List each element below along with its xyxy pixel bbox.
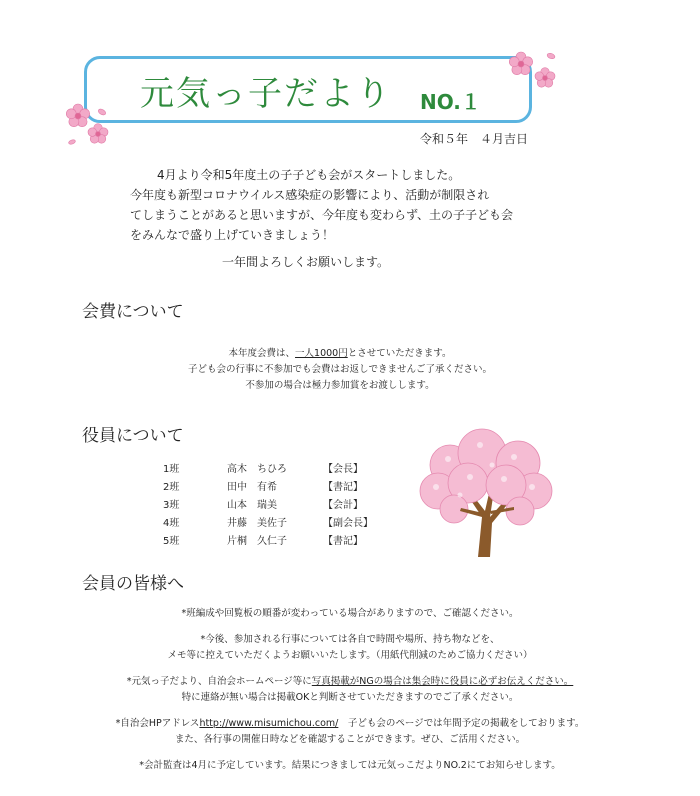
note-1: *班編成や回覧板の順番が変わっている場合がありますので、ご確認ください。 [181, 608, 519, 619]
table-row [163, 494, 373, 512]
table-row [163, 512, 373, 530]
note-3-underlined: 写真掲載がNGの場合は集会時に役員に必ずお伝えください。 [311, 676, 574, 687]
issue-number: NO.１ [420, 90, 481, 114]
note-4-line-2: また、各行事の開催日時などを確認することができます。ぜひ、ご活用ください。 [174, 734, 526, 745]
officer-group: 3班 [163, 499, 180, 511]
fee-amount: 一人1000円 [295, 348, 348, 359]
table-row [163, 476, 373, 494]
fees-line-2: 子ども会の行事に不参加でも会費はお返しできませんご了承ください。 [187, 364, 492, 375]
officer-role: 【会長】 [323, 463, 363, 475]
note-4-post: 子ども会のページでは年間予定の掲載をしております。 [338, 718, 585, 729]
officers-heading: 役員について [82, 426, 184, 446]
note-3-line-2: 特に連絡が無い場合は掲載OKと判断させていただきますのでご了承ください。 [181, 692, 519, 703]
table-row [163, 458, 373, 476]
website-link[interactable]: http://www.misumichou.com/ [199, 718, 339, 729]
cherry-blossom-left-icon [62, 98, 118, 154]
issue-date: 令和５年 ４月吉日 [420, 132, 529, 146]
note-4-line-1 [90, 716, 610, 732]
intro-line-4: をみんなで盛り上げていきましょう！ [130, 228, 335, 242]
officer-name: 井藤 美佐子 [227, 517, 287, 529]
cherry-blossom-right-icon [505, 48, 565, 96]
note-2-line-2: メモ等に控えていただくようお願いいたします。（用紙代削減のためご協力ください） [167, 650, 533, 661]
intro-line-1: 4月より令和5年度土の子子ども会がスタートしました。 [157, 168, 461, 182]
note-3-line-1 [90, 674, 610, 690]
fees-heading: 会費について [82, 302, 184, 322]
officer-group: 5班 [163, 535, 180, 547]
fees-line-1-post: とさせていただきます。 [347, 348, 452, 359]
officer-group: 1班 [163, 463, 180, 475]
officer-name: 高木 ちひろ [227, 463, 287, 475]
table-row [163, 530, 373, 548]
note-3-pre: *元気っ子だより、自治会ホームページ等に [126, 676, 312, 687]
officer-name: 山本 瑞美 [227, 499, 277, 511]
intro-line-3: てしまうことがあると思いますが、今年度も変わらず、土の子子ども会 [130, 208, 514, 222]
note-5: *会計監査は4月に予定しています。結果につきましては元気っこだよりNO.2にてお知らせします。 [139, 760, 561, 771]
fees-line-1-pre: 本年度会費は、 [228, 348, 296, 359]
cherry-tree-illustration [410, 425, 560, 560]
fees-line-1 [120, 346, 560, 362]
note-4-pre: *自治会HPアドレス [115, 718, 200, 729]
officer-role: 【会計】 [323, 499, 363, 511]
intro-line-2: 今年度も新型コロナウイルス感染症の影響により、活動が制限され [130, 188, 490, 202]
officer-role: 【書記】 [323, 535, 363, 547]
officer-role: 【副会長】 [323, 517, 373, 529]
newsletter-title: 元気っ子だより [140, 74, 392, 114]
officer-name: 田中 有希 [227, 481, 277, 493]
officer-group: 2班 [163, 481, 180, 493]
officers-table [163, 458, 373, 548]
members-heading: 会員の皆様へ [82, 574, 184, 594]
officer-role: 【書記】 [323, 481, 363, 493]
officer-group: 4班 [163, 517, 180, 529]
fees-line-3: 不参加の場合は極力参加賞をお渡しします。 [245, 380, 435, 391]
officer-name: 片桐 久仁子 [227, 535, 287, 547]
note-2-line-1: *今後、参加される行事については各自で時間や場所、持ち物などを、 [200, 634, 500, 645]
intro-closing: 一年間よろしくお願いします。 [222, 255, 390, 269]
